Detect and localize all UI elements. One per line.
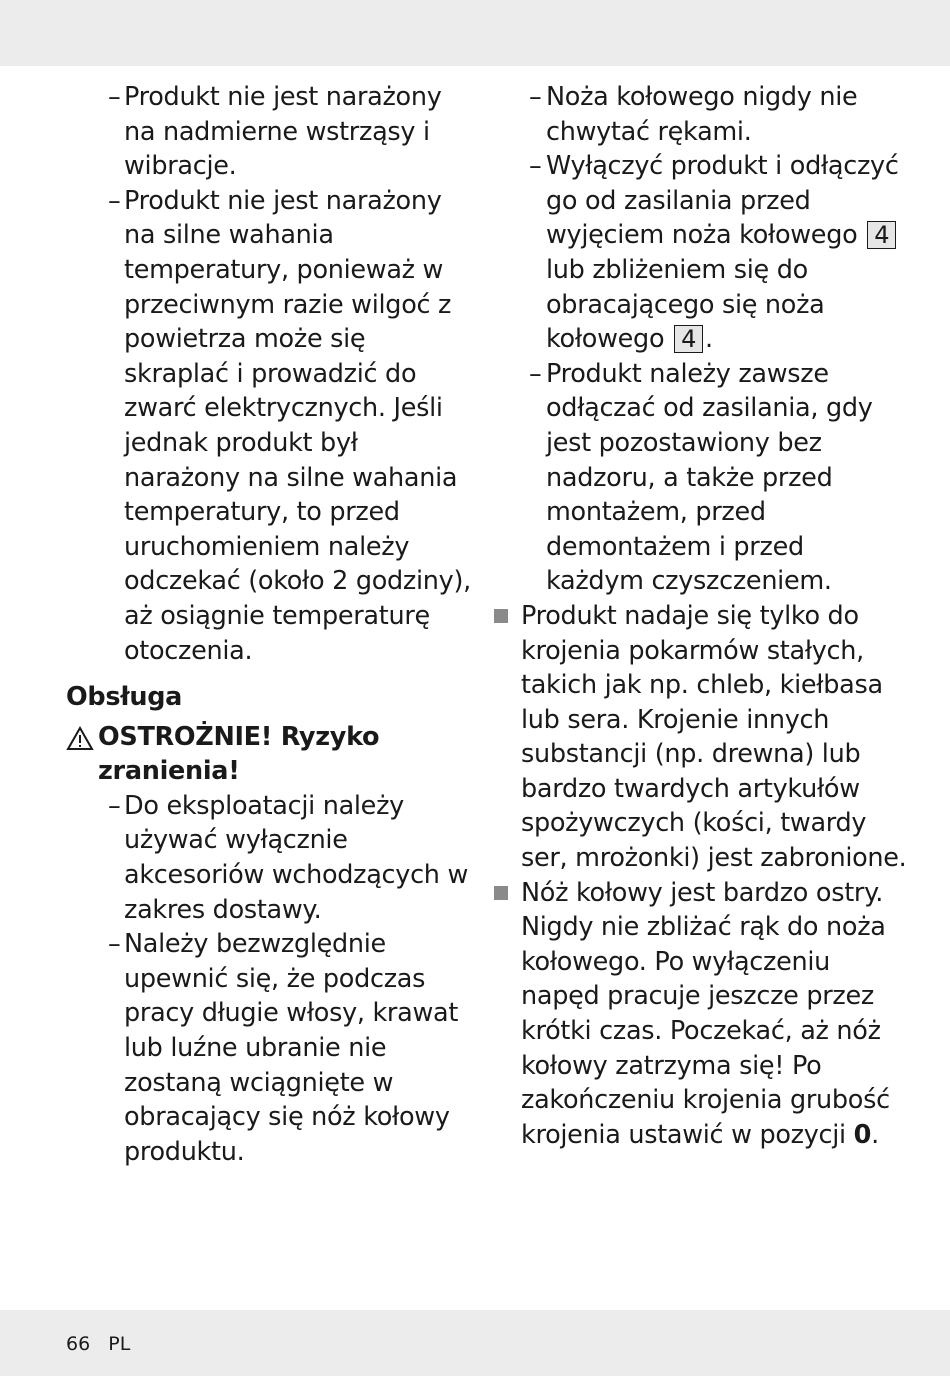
punctuation: .: [871, 1119, 879, 1150]
language-code: PL: [108, 1333, 131, 1355]
page-footer: [66, 1333, 142, 1355]
punctuation: .: [705, 324, 713, 355]
bullet-item: [488, 599, 908, 876]
dash-marker: –: [529, 82, 542, 112]
list-item-text: Produkt należy zawsze odłączać od zasilania, gdy jest pozostawiony bez nadzoru, a także przed montażem, przed demontażem i przed każdym czyszczeniem.: [546, 358, 873, 597]
list-item-text: Produkt nie jest narażony na nadmierne wstrząsy i wibracje.: [124, 82, 442, 182]
list-item-text: Noża kołowego nigdy nie chwytać rękami.: [546, 82, 858, 147]
bottom-bar: [0, 1310, 950, 1376]
list-item-text: lub zbliżeniem się do obracającego się noża kołowego: [546, 254, 825, 355]
list-item: [66, 80, 476, 184]
square-bullet-icon: [494, 886, 508, 900]
list-item: [488, 357, 908, 599]
warning-text: OSTROŻNIE! Ryzyko zranienia!: [98, 721, 380, 787]
dash-marker: –: [108, 82, 121, 112]
list-item: [488, 149, 908, 357]
list-item-text: Do eksploatacji należy używać wyłącznie akcesoriów wchodzących w zakres dostawy.: [124, 790, 469, 925]
right-column: [488, 80, 908, 1152]
part-reference-badge: 4: [674, 325, 703, 353]
list-item-text: Produkt nie jest narażony na silne wahania temperatury, ponieważ w przeciwnym razie wilgoć z powietrza może się skraplać i prowadzić do zwarć elektrycznych. Jeśli jednak produkt był narażony na silne wahania temperatury, to przed uruchomieniem należy odczekać (około 2 godziny), aż osiągnie temperaturę otoczenia.: [124, 185, 471, 666]
position-value: 0: [853, 1119, 872, 1150]
page-number: 66: [66, 1333, 91, 1355]
dash-marker: –: [108, 185, 121, 216]
list-item-text: Należy bezwzględnie upewnić się, że podczas pracy długie włosy, krawat lub luźne ubranie nie zostaną wciągnięte w obracający się nóż kołowy produktu.: [124, 929, 459, 1167]
dash-marker: –: [529, 358, 542, 389]
square-bullet-icon: [494, 609, 508, 623]
dash-marker: –: [108, 929, 121, 960]
left-column: [66, 80, 476, 1169]
warning-triangle-icon: [66, 726, 94, 751]
list-item: [66, 184, 476, 668]
bullet-text: Nóż kołowy jest bardzo ostry. Nigdy nie zbliżać rąk do noża kołowego. Po wyłączeniu napęd pracuje jeszcze przez krótki czas. Poczekać, aż nóż kołowy zatrzyma się! Po zakończeniu krojenia grubość krojenia ustawić w pozycji: [521, 877, 890, 1150]
warning-heading: [66, 720, 476, 789]
dash-marker: –: [108, 790, 121, 821]
part-reference-badge: 4: [867, 221, 896, 249]
list-item: [488, 80, 908, 149]
list-item: [66, 789, 476, 927]
dash-marker: –: [529, 151, 542, 182]
section-heading: Obsługa: [66, 682, 183, 713]
list-item-text: Wyłączyć produkt i odłączyć go od zasilania przed wyjęciem noża kołowego: [546, 151, 899, 251]
top-bar: [0, 0, 950, 66]
bullet-item: [488, 876, 908, 1153]
list-item: [66, 927, 476, 1169]
bullet-text: Produkt nadaje się tylko do krojenia pokarmów stałych, takich jak np. chleb, kiełbasa lub sera. Krojenie innych substancji (np. drewna) lub bardzo twardych artykułów spożywczych (kości, twardy ser, mrożonki) jest zabronione.: [521, 600, 907, 874]
